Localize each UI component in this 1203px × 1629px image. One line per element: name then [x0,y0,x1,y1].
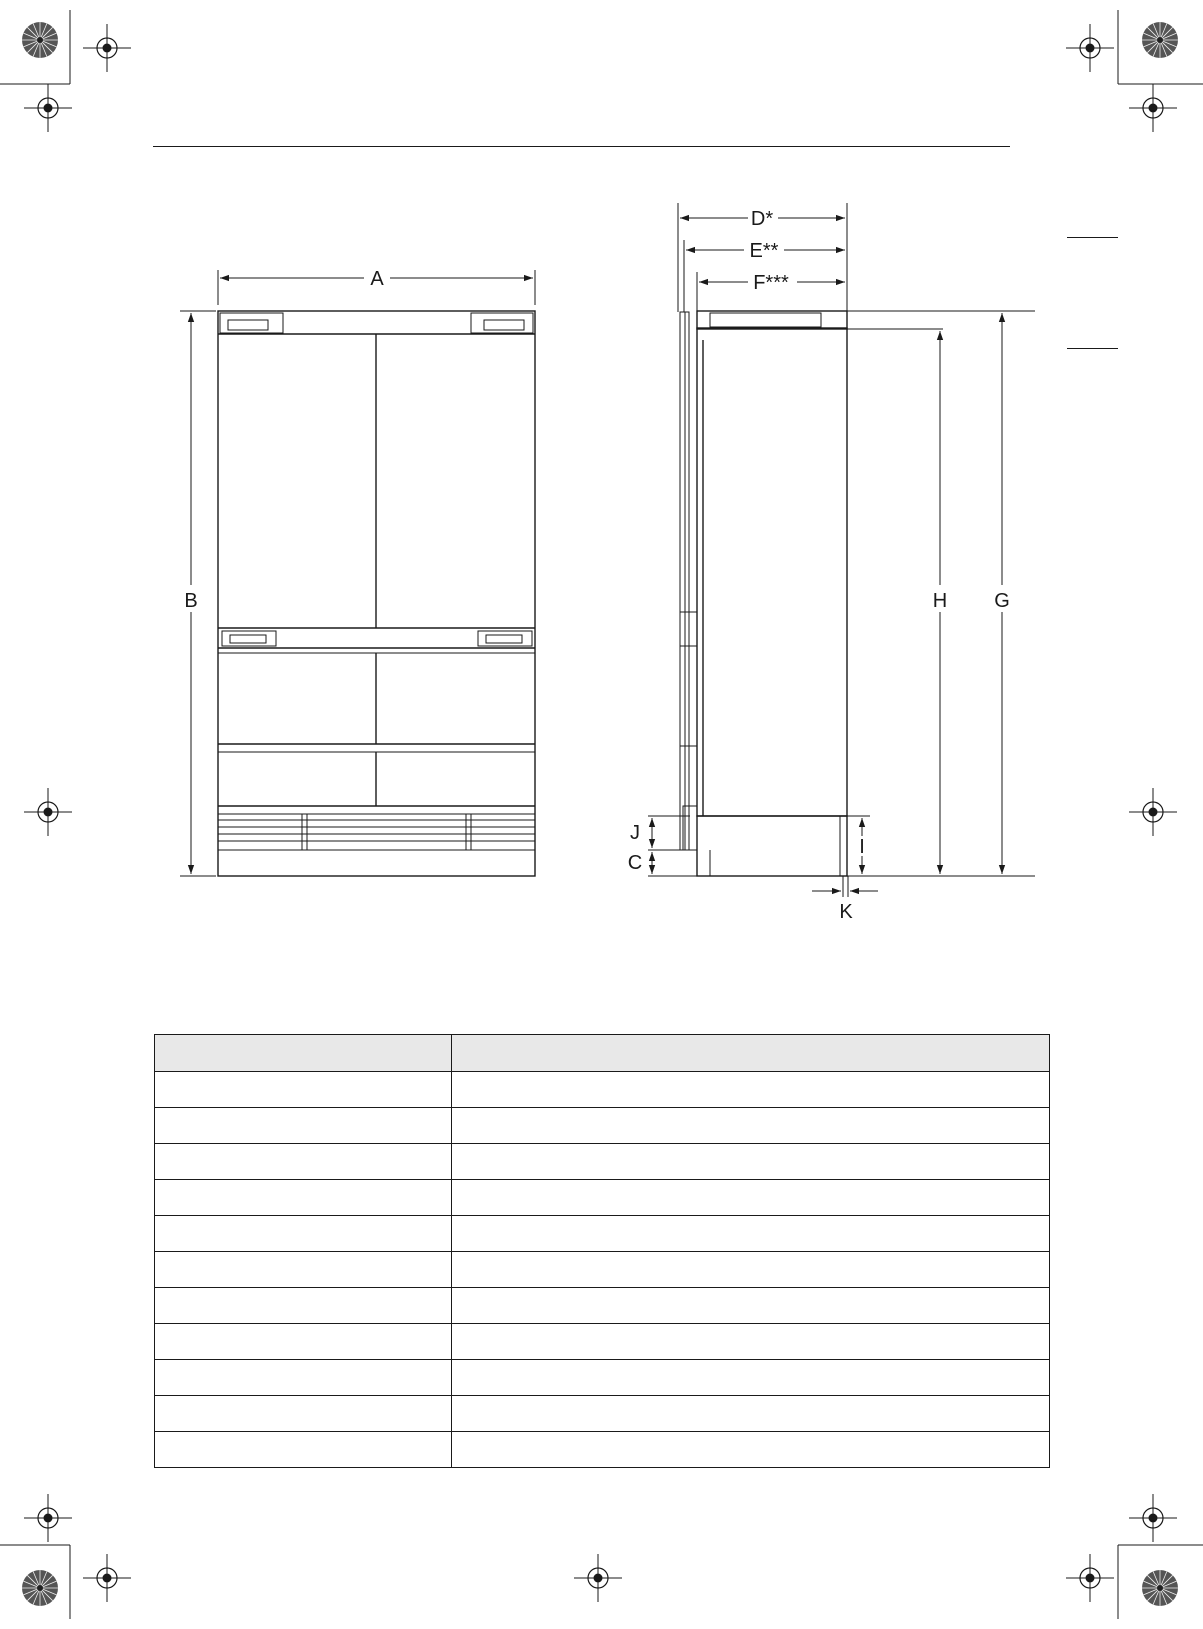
table-row [155,1360,1050,1396]
dim-label-e: E** [749,240,779,262]
table-cell [452,1144,1050,1180]
table-header-cell [155,1035,452,1072]
table-row [155,1288,1050,1324]
dim-label-j: J [630,822,640,844]
dim-label-g: G [994,590,1010,612]
registration-icon [24,1494,72,1542]
table-cell [155,1072,452,1108]
table-cell [452,1072,1050,1108]
table-cell [452,1252,1050,1288]
table-row [155,1144,1050,1180]
dim-label-h: H [932,590,948,612]
registration-icon [1129,84,1177,132]
table-cell [452,1216,1050,1252]
dim-label-f: F*** [753,272,789,294]
registration-icon [1066,1554,1114,1602]
table-header-cell [452,1035,1050,1072]
table-row [155,1216,1050,1252]
table-row [155,1108,1050,1144]
table-cell [155,1144,452,1180]
registration-icon [1129,1494,1177,1542]
side-view [628,203,1035,923]
table-cell [452,1324,1050,1360]
registration-icon [83,24,131,72]
base-grille [218,814,535,850]
sunburst-mark-bl [22,1570,58,1606]
table-cell [155,1288,452,1324]
dim-label-k: K [839,901,853,923]
table-row [155,1252,1050,1288]
registration-icon [24,84,72,132]
side-cabinet-body [697,328,847,816]
table-cell [155,1252,452,1288]
registration-icon [1129,788,1177,836]
sunburst-mark-tl [22,22,58,58]
table-row [155,1432,1050,1468]
registration-icon [574,1554,622,1602]
front-view [180,268,535,876]
table-row [155,1324,1050,1360]
registration-icon [83,1554,131,1602]
table-cell [155,1216,452,1252]
dim-label-d: D* [750,208,774,230]
table-cell [452,1288,1050,1324]
dim-label-a: A [370,268,384,290]
table-cell [452,1360,1050,1396]
table-cell [452,1396,1050,1432]
table-row [155,1396,1050,1432]
dim-label-i: I [859,836,865,858]
registration-icon [1066,24,1114,72]
side-base [697,816,847,876]
table-row [155,1180,1050,1216]
table-cell [155,1396,452,1432]
table-cell [155,1432,452,1468]
table-cell [452,1108,1050,1144]
table-row [155,1072,1050,1108]
table-cell [155,1324,452,1360]
table-cell [452,1432,1050,1468]
table-cell [155,1360,452,1396]
registration-icon [24,788,72,836]
dimension-table [154,1034,1050,1468]
dim-label-b: B [184,590,198,612]
top-hinges [220,313,533,333]
table-cell [155,1180,452,1216]
table-cell [155,1108,452,1144]
dim-label-c: C [627,852,643,874]
table-cell [452,1180,1050,1216]
sunburst-mark-br [1142,1570,1178,1606]
table-header-row [155,1035,1050,1072]
sunburst-mark-tr [1142,22,1178,58]
